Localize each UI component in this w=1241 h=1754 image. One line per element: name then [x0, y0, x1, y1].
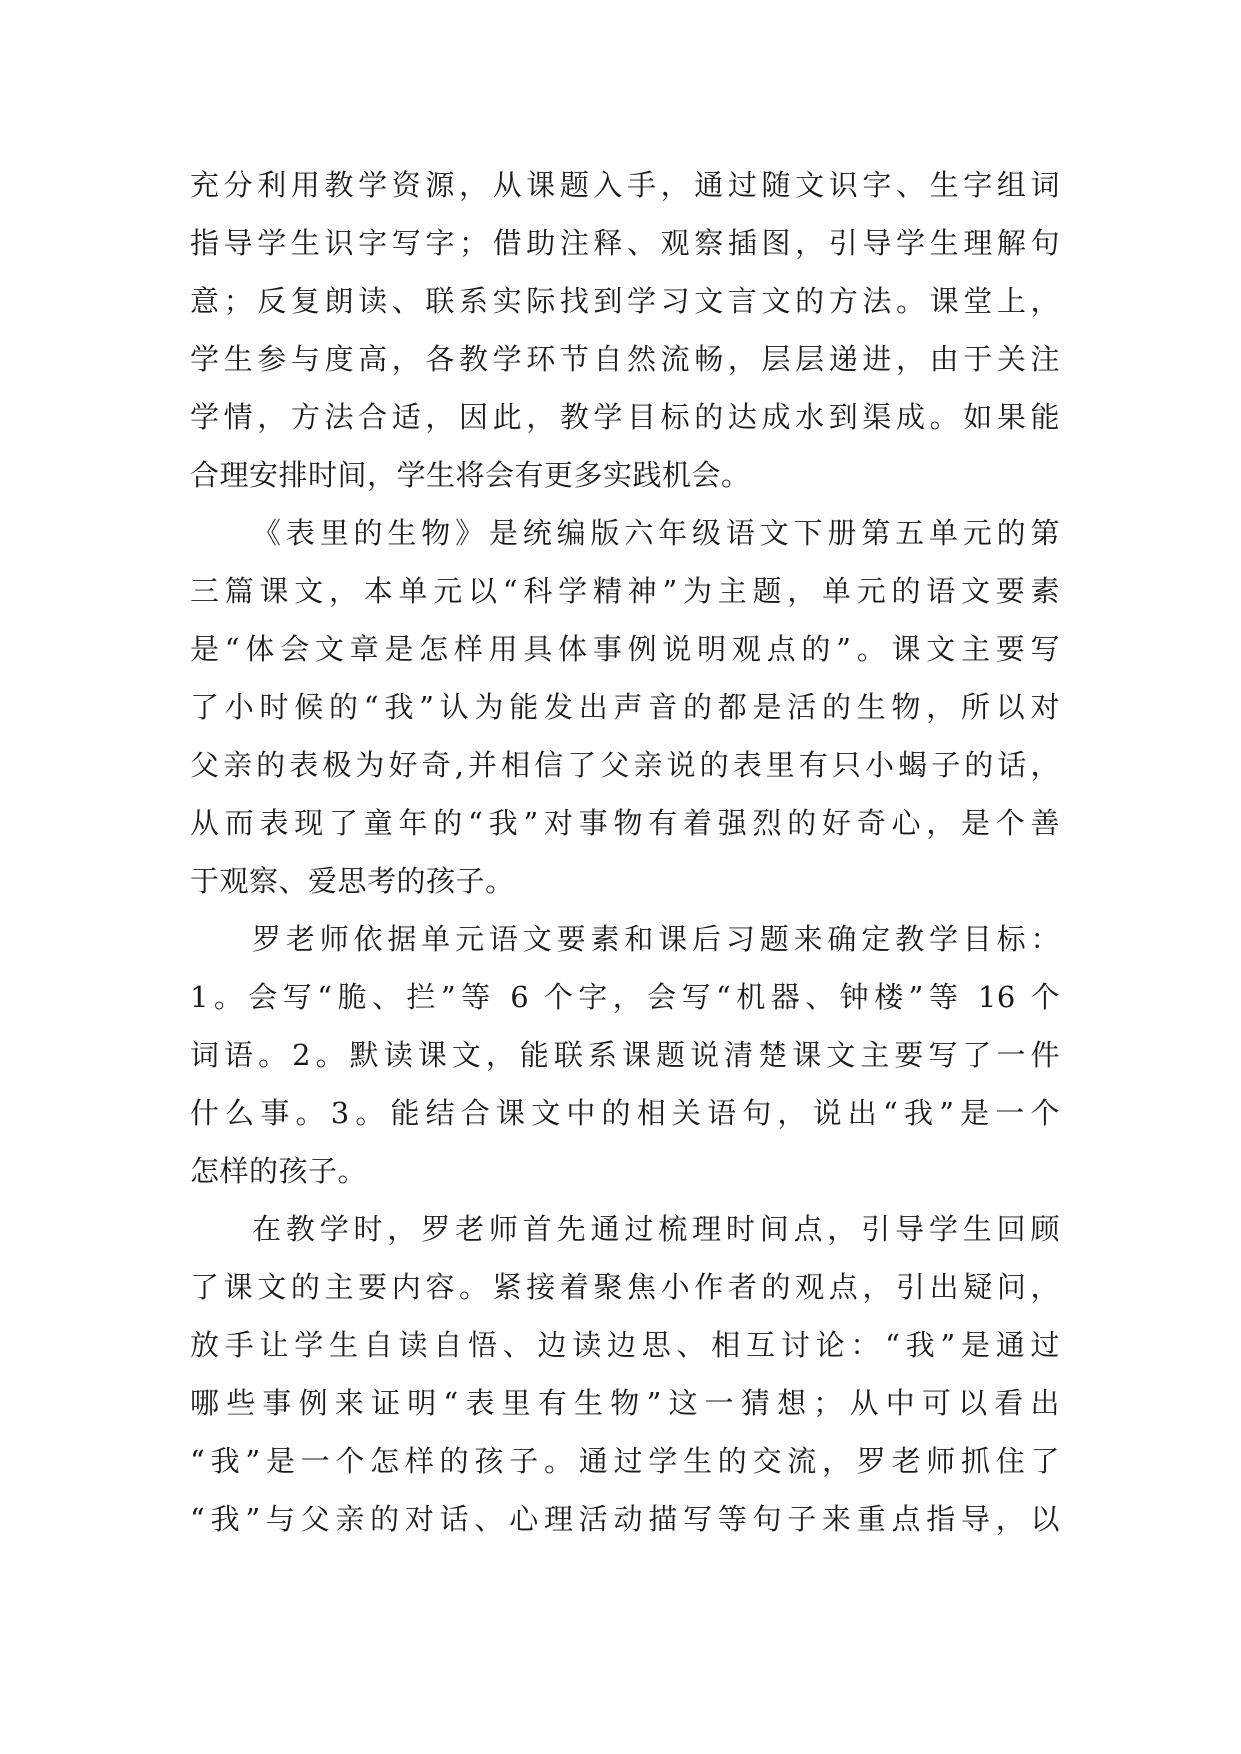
text-line: 放手让学生自读自悟、边读边思、相互讨论：“我”是通过	[190, 1328, 1060, 1362]
text-line: 三篇课文，本单元以“科学精神”为主题，单元的语文要素	[190, 574, 1060, 608]
text-line: 学情，方法合适，因此，教学目标的达成水到渠成。如果能	[190, 400, 1060, 434]
text-line: “我”与父亲的对话、心理活动描写等句子来重点指导，以	[190, 1502, 1060, 1536]
text-line: 从而表现了童年的“我”对事物有着强烈的好奇心，是个善	[190, 806, 1060, 840]
text-line: 《表里的生物》是统编版六年级语文下册第五单元的第	[252, 516, 1060, 550]
text-line: 在教学时，罗老师首先通过梳理时间点，引导学生回顾	[252, 1212, 1060, 1246]
text-line: 充分利用教学资源，从课题入手，通过随文识字、生字组词	[190, 168, 1060, 202]
text-line: 是“体会文章是怎样用具体事例说明观点的”。课文主要写	[190, 632, 1060, 666]
text-line: 学生参与度高，各教学环节自然流畅，层层递进，由于关注	[190, 342, 1060, 376]
text-line: 词语。2。默读课文，能联系课题说清楚课文主要写了一件	[190, 1038, 1060, 1072]
text-line: 了小时候的“我”认为能发出声音的都是活的生物，所以对	[190, 690, 1060, 724]
text-line: 意；反复朗读、联系实际找到学习文言文的方法。课堂上，	[190, 284, 1060, 318]
text-line: 合理安排时间，学生将会有更多实践机会。	[190, 458, 751, 492]
text-line: 怎样的孩子。	[190, 1154, 368, 1188]
text-line: 父亲的表极为好奇,并相信了父亲说的表里有只小蝎子的话，	[190, 748, 1060, 782]
text-line: 罗老师依据单元语文要素和课后习题来确定教学目标：	[252, 922, 1060, 956]
text-line: 指导学生识字写字；借助注释、观察插图，引导学生理解句	[190, 226, 1060, 260]
text-line: “我”是一个怎样的孩子。通过学生的交流，罗老师抓住了	[190, 1444, 1060, 1478]
text-line: 于观察、爱思考的孩子。	[190, 864, 515, 898]
text-line: 什么事。3。能结合课文中的相关语句，说出“我”是一个	[190, 1096, 1060, 1130]
body-text	[190, 156, 1060, 1548]
text-line: 哪些事例来证明“表里有生物”这一猜想；从中可以看出	[190, 1386, 1060, 1420]
text-line: 了课文的主要内容。紧接着聚焦小作者的观点，引出疑问，	[190, 1270, 1060, 1304]
text-line: 1。会写“脆、拦”等 6 个字，会写“机器、钟楼”等 16 个	[190, 980, 1060, 1014]
